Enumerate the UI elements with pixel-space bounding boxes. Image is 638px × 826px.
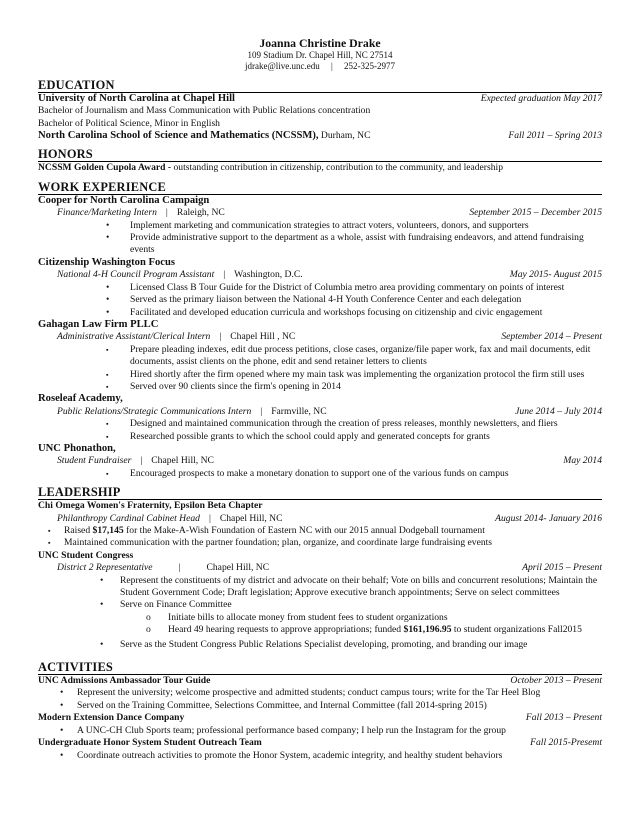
school-date: Expected graduation May 2017 xyxy=(480,92,602,104)
leadership-section xyxy=(38,486,602,651)
list-item xyxy=(38,220,602,232)
bullet-text: Maintained communication with the partner foundation; plan, organize, and coordinate large fundraising events xyxy=(64,537,493,549)
activity-name: Modern Extension Dance Company xyxy=(38,712,185,724)
job-role: Finance/Marketing Intern xyxy=(57,207,157,219)
degree-1: Bachelor of Journalism and Mass Communication with Public Relations concentration xyxy=(38,105,371,117)
phone: 252-325-2977 xyxy=(344,61,396,72)
list-item xyxy=(38,381,602,393)
list-item xyxy=(38,307,602,319)
list-item xyxy=(38,687,602,699)
work-heading: WORK EXPERIENCE xyxy=(38,181,602,195)
work-section xyxy=(38,181,602,480)
job-separator: | xyxy=(223,269,226,281)
school-date: Fall 2011 – Spring 2013 xyxy=(508,130,602,142)
education-school-2 xyxy=(38,130,602,142)
text-part: for the Make-A-Wish Foundation of Eastern NC with our 2015 annual Dodgeball tournament xyxy=(123,525,485,536)
leadership-role: District 2 Representative xyxy=(57,562,153,574)
bullet-text: Researched possible grants to which the school could apply and generated concepts for grants xyxy=(130,430,490,442)
job-separator: | xyxy=(165,207,168,219)
bullet-text: Represent the constituents of my district and advocate on their behalf; Vote on bills and concurrent resolutions; Maintain the Student Government Code; Draft legislation; Approve executive branch appointments; Serve on select committees xyxy=(120,574,598,599)
job-entry xyxy=(38,257,602,319)
square-bullet-marker: ▪ xyxy=(48,527,51,535)
job-bullets xyxy=(38,468,602,480)
email: jdrake@live.unc.edu xyxy=(244,61,320,72)
leadership-bullets xyxy=(38,575,602,651)
list-item xyxy=(38,468,602,480)
leadership-role: Philanthropy Cardinal Cabinet Head xyxy=(57,512,200,524)
job-date: September 2014 – Present xyxy=(501,331,602,343)
list-item xyxy=(38,624,602,636)
text-part: Raised xyxy=(64,525,93,536)
role-separator: | xyxy=(208,512,211,524)
job-location: Farmville, NC xyxy=(271,405,327,417)
bullet-marker: • xyxy=(106,294,110,306)
bullet-text: Serve as the Student Congress Public Relations Specialist developing, promoting, and branding our image xyxy=(120,638,528,650)
contact-separator: | xyxy=(330,61,333,72)
job-role-line xyxy=(38,455,602,467)
job-org: Roseleaf Academy, xyxy=(38,393,123,405)
honors-heading: HONORS xyxy=(38,148,602,162)
list-item xyxy=(38,750,602,762)
job-separator: | xyxy=(140,455,143,467)
job-bullets xyxy=(38,344,602,394)
leadership-location: Chapel Hill, NC xyxy=(219,512,283,524)
list-item xyxy=(38,344,602,369)
job-date: September 2015 – December 2015 xyxy=(469,207,602,219)
leadership-heading: LEADERSHIP xyxy=(38,486,602,500)
activity-bullets xyxy=(38,750,602,762)
school-name: North Carolina School of Science and Mathematics (NCSSM), xyxy=(38,130,319,142)
activity-bullets xyxy=(38,725,602,737)
bullet-text: Encouraged prospects to make a monetary donation to support one of the various funds on campus xyxy=(130,467,509,479)
bullet-marker: • xyxy=(106,219,110,231)
bullet-text: Serve on Finance Committee xyxy=(120,599,232,611)
job-role-line xyxy=(38,331,602,343)
bullet-text: Served on the Training Committee, Selections Committee, and Internal Committee (fall 2014-spring 2015) xyxy=(77,699,487,711)
job-role: Administrative Assistant/Clerical Intern xyxy=(57,331,211,343)
job-org: Gahagan Law Firm PLLC xyxy=(38,318,159,330)
activity-date: Fall 2013 – Present xyxy=(525,712,602,724)
job-location: Washington, D.C. xyxy=(234,269,303,281)
job-role-line xyxy=(38,406,602,418)
school-location: Durham, NC xyxy=(318,130,371,142)
job-entry xyxy=(38,195,602,257)
job-role: National 4-H Council Program Assistant xyxy=(57,269,215,281)
bullet-text: Served over 90 clients since the firm's opening in 2014 xyxy=(130,380,341,392)
list-item xyxy=(38,700,602,712)
list-item xyxy=(38,639,602,651)
square-bullet-marker: ▪ xyxy=(106,469,109,478)
job-bullets xyxy=(38,418,602,443)
amount-funded: $161,196.95 xyxy=(403,624,452,636)
bullet-marker: • xyxy=(106,232,110,244)
job-date: May 2014 xyxy=(563,455,602,467)
job-entry xyxy=(38,443,602,480)
list-item xyxy=(38,537,602,549)
leadership-role-line xyxy=(38,513,602,525)
square-bullet-marker: ▪ xyxy=(48,539,51,548)
activities-heading: ACTIVITIES xyxy=(38,661,602,675)
bullet-text: Hired shortly after the firm opened where my main task was implementing the organization protocol the firm still uses xyxy=(130,368,585,380)
bullet-marker: • xyxy=(60,687,64,699)
activities-section xyxy=(38,661,602,762)
activity-date: October 2013 – Present xyxy=(510,675,602,687)
activity-date: Fall 2015-Presemt xyxy=(530,737,602,749)
bullet-text: Designed and maintained communication through the creation of press releases, monthly newsletters, and fliers xyxy=(130,418,558,430)
bullet-text: Coordinate outreach activities to promote the Honor System, academic integrity, and healthy student behaviors xyxy=(77,749,503,761)
leadership-bullets xyxy=(38,525,602,550)
list-item xyxy=(38,282,602,294)
circle-bullet-marker: o xyxy=(146,611,151,623)
job-entry xyxy=(38,319,602,393)
list-item xyxy=(38,431,602,443)
activity-line xyxy=(38,675,602,687)
degree-2: Bachelor of Political Science, Minor in English xyxy=(38,117,220,129)
applicant-name: Joanna Christine Drake xyxy=(259,36,381,50)
honors-section xyxy=(38,148,602,174)
leadership-role-line xyxy=(38,562,602,574)
leadership-org: Chi Omega Women's Fraternity, Epsilon Beta Chapter xyxy=(38,500,263,512)
square-bullet-marker: ▪ xyxy=(106,382,109,391)
address: 109 Stadium Dr. Chapel Hill, NC 27514 xyxy=(247,50,393,60)
bullet-marker: • xyxy=(106,281,110,293)
contact-line xyxy=(38,61,602,72)
job-date: June 2014 – July 2014 xyxy=(515,405,602,417)
honor-item xyxy=(38,162,602,174)
job-location: Chapel Hill, NC xyxy=(151,455,214,467)
job-separator: | xyxy=(260,405,263,417)
job-bullets xyxy=(38,220,602,257)
list-item xyxy=(38,599,602,611)
activity-name: Undergraduate Honor System Student Outreach Team xyxy=(38,737,262,749)
bullet-marker: • xyxy=(100,574,104,586)
activity-name: UNC Admissions Ambassador Tour Guide xyxy=(38,675,211,687)
activity-bullets xyxy=(38,687,602,712)
resume-page xyxy=(38,36,602,762)
bullet-marker: • xyxy=(60,749,64,761)
education-school-1 xyxy=(38,93,602,105)
education-heading: EDUCATION xyxy=(38,79,602,93)
bullet-text: Represent the university; welcome prospective and admitted students; conduct campus tours; write for the Tar Heel Blog xyxy=(77,687,541,699)
job-separator: | xyxy=(219,331,222,343)
list-item xyxy=(38,575,602,600)
education-section xyxy=(38,79,602,143)
amount-raised: $17,145 xyxy=(92,525,124,536)
square-bullet-marker: ▪ xyxy=(106,420,109,429)
bullet-text: Prepare pleading indexes, edit due process petitions, close cases, organize/file paper work, fax and mail documents, edit documents, assist clients on the phone, edit and send retainer letters to clients xyxy=(130,343,591,368)
bullet-text xyxy=(64,525,485,536)
bullet-marker: • xyxy=(60,724,64,736)
list-item xyxy=(38,725,602,737)
activity-line xyxy=(38,737,602,749)
job-location: Raleigh, NC xyxy=(176,207,225,219)
job-org: Cooper for North Carolina Campaign xyxy=(38,194,210,206)
list-item xyxy=(38,418,602,430)
school-name: University of North Carolina at Chapel Hill xyxy=(38,92,235,104)
leadership-date: August 2014- January 2016 xyxy=(495,512,602,524)
bullet-text: Initiate bills to allocate money from student fees to student organizations xyxy=(168,611,448,623)
activity-line xyxy=(38,712,602,724)
bullet-text: Facilitated and developed education curricula and workshops focusing on citizenship and civic engagement xyxy=(130,306,543,318)
bullet-text: Served as the primary liaison between the National 4-H Youth Conference Center and each delegation xyxy=(130,294,522,306)
list-item xyxy=(38,294,602,306)
job-entry xyxy=(38,393,602,443)
job-role: Public Relations/Strategic Communications Intern xyxy=(57,405,252,417)
job-org: UNC Phonathon, xyxy=(38,442,116,454)
list-item xyxy=(38,612,602,624)
bullet-text xyxy=(168,624,582,635)
role-separator: | xyxy=(178,562,181,574)
bullet-text: Provide administrative support to the department as a whole, assist with fundraising endeavors, and attend fundraising events xyxy=(130,232,584,256)
square-bullet-marker: ▪ xyxy=(106,345,109,354)
job-role-line xyxy=(38,269,602,281)
list-item xyxy=(38,232,602,257)
job-bullets xyxy=(38,282,602,319)
bullet-marker: • xyxy=(100,638,104,650)
resume-header xyxy=(38,36,602,73)
list-item xyxy=(38,369,602,381)
circle-bullet-marker: o xyxy=(146,624,151,636)
job-date: May 2015- August 2015 xyxy=(509,269,602,281)
bullet-marker: • xyxy=(100,599,104,611)
bullet-text: Licensed Class B Tour Guide for the District of Columbia metro area providing commentary on points of interest xyxy=(130,281,565,293)
bullet-text: Implement marketing and communication strategies to attract voters, volunteers, donors, and supporters xyxy=(130,219,529,231)
leadership-location: Chapel Hill, NC xyxy=(206,562,270,574)
text-part: Heard 49 hearing requests to approve appropriations; funded xyxy=(168,624,404,636)
award-description: outstanding contribution in citizenship, contribution to the community, and leadership xyxy=(171,162,503,174)
bullet-marker: • xyxy=(106,306,110,318)
square-bullet-marker: ▪ xyxy=(106,432,109,441)
job-org: Citizenship Washington Focus xyxy=(38,256,175,268)
job-location: Chapel Hill , NC xyxy=(230,331,296,343)
leadership-org: UNC Student Congress xyxy=(38,549,134,561)
list-item xyxy=(38,525,602,537)
bullet-marker: • xyxy=(60,699,64,711)
text-part: to student organizations Fall2015 xyxy=(451,624,582,636)
job-role-line xyxy=(38,207,602,219)
bullet-text: A UNC-CH Club Sports team; professional performance based company; I help run the Instagram for the group xyxy=(77,724,506,736)
square-bullet-marker: ▪ xyxy=(106,370,109,379)
job-role: Student Fundraiser xyxy=(57,455,132,467)
award-name: NCSSM Golden Cupola Award - xyxy=(38,162,172,174)
leadership-date: April 2015 – Present xyxy=(522,562,602,574)
